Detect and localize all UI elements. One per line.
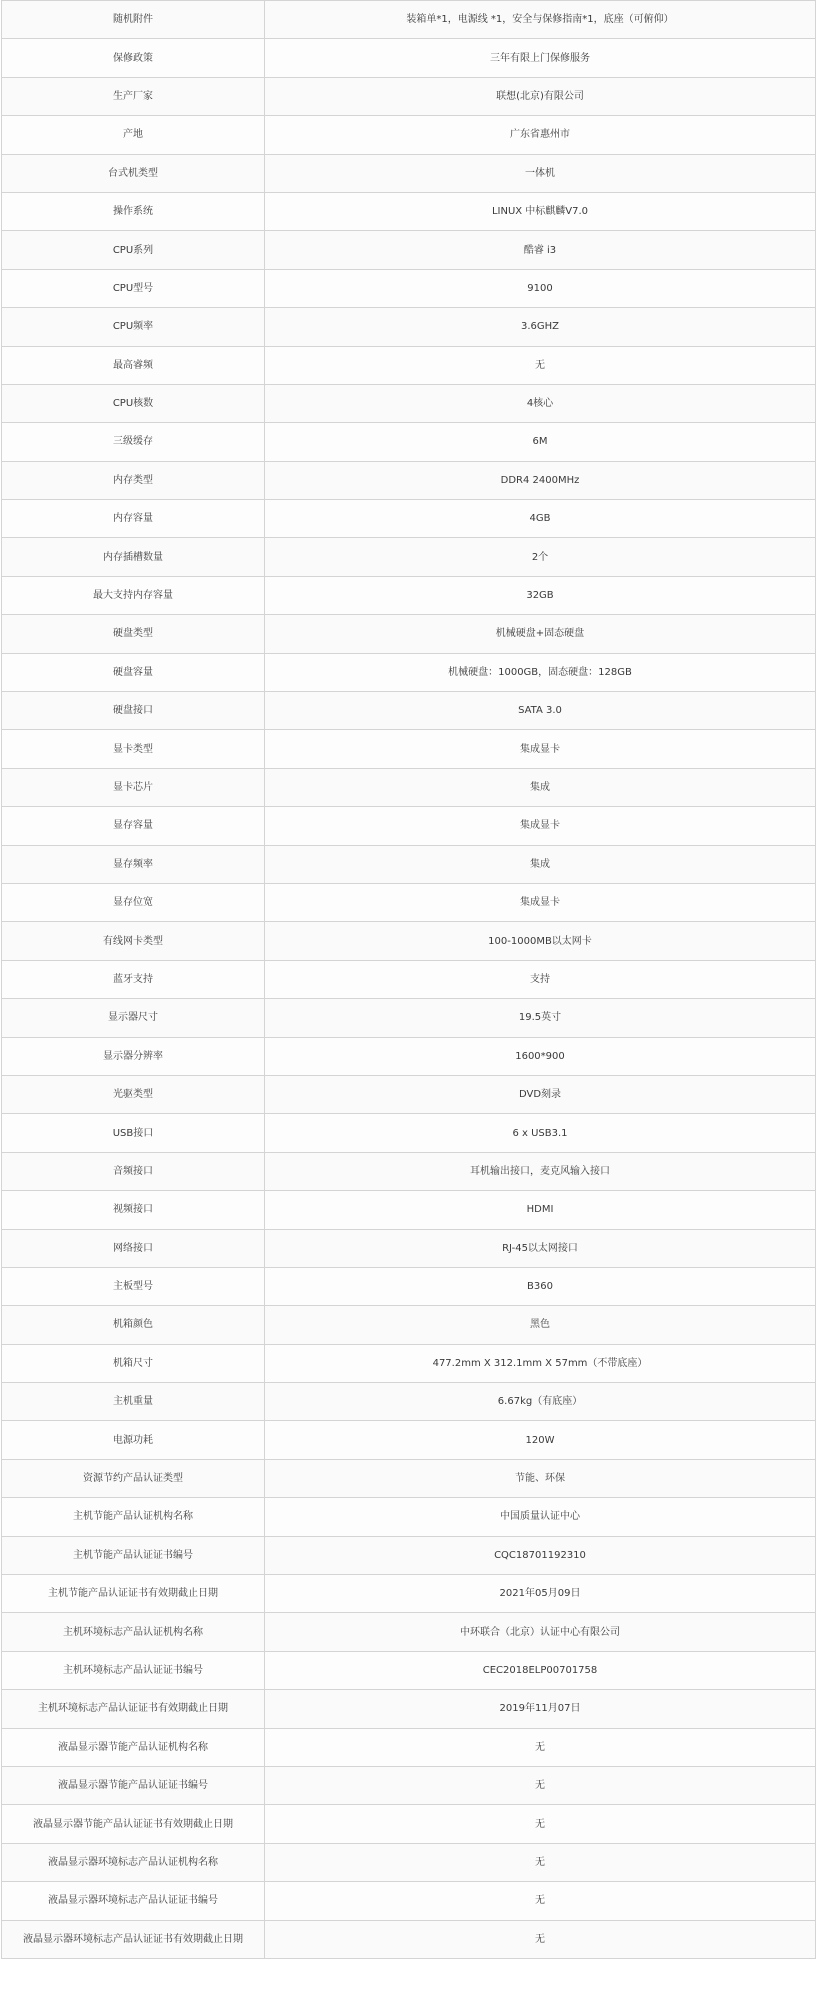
table-row [2, 1229, 816, 1267]
spec-value-cell: 装箱单*1，电源线 *1，安全与保修指南*1，底座（可俯仰） [265, 1, 816, 39]
spec-label-cell: 资源节约产品认证类型 [2, 1459, 265, 1497]
spec-label-cell: 产地 [2, 116, 265, 154]
spec-label-cell: 显示器尺寸 [2, 999, 265, 1037]
table-row [2, 384, 816, 422]
spec-value-cell: 无 [265, 1766, 816, 1804]
table-row [2, 308, 816, 346]
table-row [2, 883, 816, 921]
spec-value-cell: 120W [265, 1421, 816, 1459]
spec-label-cell: 最大支持内存容量 [2, 576, 265, 614]
spec-label-cell: 液晶显示器环境标志产品认证证书编号 [2, 1882, 265, 1920]
spec-label-cell: 内存容量 [2, 500, 265, 538]
table-row [2, 1344, 816, 1382]
table-row [2, 768, 816, 806]
table-row [2, 1459, 816, 1497]
table-row [2, 1037, 816, 1075]
spec-label-cell: 硬盘接口 [2, 692, 265, 730]
table-row [2, 1805, 816, 1843]
table-row [2, 960, 816, 998]
spec-value-cell: 2个 [265, 538, 816, 576]
table-row [2, 1575, 816, 1613]
spec-label-cell: 显卡芯片 [2, 768, 265, 806]
spec-value-cell: 酷睿 i3 [265, 231, 816, 269]
spec-value-cell: 集成显卡 [265, 730, 816, 768]
spec-value-cell: 3.6GHZ [265, 308, 816, 346]
table-row [2, 1498, 816, 1536]
spec-value-cell: 节能、环保 [265, 1459, 816, 1497]
spec-label-cell: 显存频率 [2, 845, 265, 883]
spec-value-cell: 2019年11月07日 [265, 1690, 816, 1728]
table-row [2, 1766, 816, 1804]
table-row [2, 653, 816, 691]
spec-value-cell: 集成显卡 [265, 807, 816, 845]
table-row [2, 1882, 816, 1920]
table-row [2, 116, 816, 154]
spec-label-cell: 台式机类型 [2, 154, 265, 192]
spec-value-cell: HDMI [265, 1191, 816, 1229]
spec-value-cell: 477.2mm X 312.1mm X 57mm（不带底座） [265, 1344, 816, 1382]
spec-value-cell: SATA 3.0 [265, 692, 816, 730]
spec-value-cell: 支持 [265, 960, 816, 998]
spec-value-cell: 无 [265, 1920, 816, 1958]
table-row [2, 1536, 816, 1574]
spec-label-cell: 生产厂家 [2, 77, 265, 115]
spec-value-cell: CEC2018ELP00701758 [265, 1651, 816, 1689]
table-row [2, 1267, 816, 1305]
spec-value-cell: 1600*900 [265, 1037, 816, 1075]
spec-label-cell: 主机节能产品认证证书有效期截止日期 [2, 1575, 265, 1613]
spec-value-cell: DDR4 2400MHz [265, 461, 816, 499]
spec-value-cell: 机械硬盘+固态硬盘 [265, 615, 816, 653]
spec-label-cell: 显卡类型 [2, 730, 265, 768]
spec-value-cell: 6 x USB3.1 [265, 1114, 816, 1152]
spec-value-cell: 耳机输出接口，麦克风输入接口 [265, 1152, 816, 1190]
spec-value-cell: 无 [265, 1843, 816, 1881]
spec-table [1, 0, 816, 1959]
spec-label-cell: 视频接口 [2, 1191, 265, 1229]
spec-label-cell: 主机环境标志产品认证证书有效期截止日期 [2, 1690, 265, 1728]
spec-label-cell: 显存容量 [2, 807, 265, 845]
spec-value-cell: 100-1000MB以太网卡 [265, 922, 816, 960]
spec-table-body [2, 1, 816, 1959]
table-row [2, 807, 816, 845]
spec-value-cell: 广东省惠州市 [265, 116, 816, 154]
spec-label-cell: 主板型号 [2, 1267, 265, 1305]
spec-value-cell: 机械硬盘：1000GB，固态硬盘：128GB [265, 653, 816, 691]
table-row [2, 1, 816, 39]
table-row [2, 39, 816, 77]
spec-label-cell: 硬盘容量 [2, 653, 265, 691]
spec-value-cell: 4GB [265, 500, 816, 538]
table-row [2, 1421, 816, 1459]
spec-value-cell: 9100 [265, 269, 816, 307]
spec-value-cell: 三年有限上门保修服务 [265, 39, 816, 77]
spec-label-cell: 液晶显示器节能产品认证证书编号 [2, 1766, 265, 1804]
spec-label-cell: 硬盘类型 [2, 615, 265, 653]
spec-label-cell: 最高睿频 [2, 346, 265, 384]
table-row [2, 1383, 816, 1421]
table-row [2, 1690, 816, 1728]
table-row [2, 538, 816, 576]
spec-label-cell: 主机节能产品认证机构名称 [2, 1498, 265, 1536]
spec-value-cell: LINUX 中标麒麟V7.0 [265, 192, 816, 230]
table-row [2, 423, 816, 461]
spec-label-cell: 内存类型 [2, 461, 265, 499]
spec-label-cell: 三级缓存 [2, 423, 265, 461]
table-row [2, 1306, 816, 1344]
spec-label-cell: USB接口 [2, 1114, 265, 1152]
spec-label-cell: CPU核数 [2, 384, 265, 422]
table-row [2, 1191, 816, 1229]
spec-label-cell: 电源功耗 [2, 1421, 265, 1459]
table-row [2, 1152, 816, 1190]
spec-label-cell: 有线网卡类型 [2, 922, 265, 960]
spec-label-cell: 液晶显示器节能产品认证证书有效期截止日期 [2, 1805, 265, 1843]
spec-label-cell: 主机重量 [2, 1383, 265, 1421]
table-row [2, 576, 816, 614]
spec-value-cell: 中国质量认证中心 [265, 1498, 816, 1536]
table-row [2, 500, 816, 538]
spec-label-cell: 网络接口 [2, 1229, 265, 1267]
table-row [2, 922, 816, 960]
spec-label-cell: 机箱颜色 [2, 1306, 265, 1344]
table-row [2, 461, 816, 499]
table-row [2, 231, 816, 269]
table-row [2, 77, 816, 115]
spec-value-cell: 6.67kg（有底座） [265, 1383, 816, 1421]
table-row [2, 269, 816, 307]
spec-label-cell: 主机环境标志产品认证证书编号 [2, 1651, 265, 1689]
spec-label-cell: 主机环境标志产品认证机构名称 [2, 1613, 265, 1651]
table-row [2, 1728, 816, 1766]
spec-label-cell: 操作系统 [2, 192, 265, 230]
table-row [2, 999, 816, 1037]
spec-label-cell: 液晶显示器环境标志产品认证证书有效期截止日期 [2, 1920, 265, 1958]
spec-label-cell: 显存位宽 [2, 883, 265, 921]
spec-label-cell: 随机附件 [2, 1, 265, 39]
table-row [2, 1843, 816, 1881]
spec-value-cell: 无 [265, 1882, 816, 1920]
table-row [2, 1114, 816, 1152]
spec-label-cell: 主机节能产品认证证书编号 [2, 1536, 265, 1574]
table-row [2, 845, 816, 883]
spec-value-cell: CQC18701192310 [265, 1536, 816, 1574]
spec-value-cell: 2021年05月09日 [265, 1575, 816, 1613]
spec-label-cell: 液晶显示器环境标志产品认证机构名称 [2, 1843, 265, 1881]
table-row [2, 346, 816, 384]
spec-label-cell: CPU系列 [2, 231, 265, 269]
spec-label-cell: CPU型号 [2, 269, 265, 307]
spec-value-cell: 一体机 [265, 154, 816, 192]
spec-value-cell: 6M [265, 423, 816, 461]
table-row [2, 615, 816, 653]
table-row [2, 154, 816, 192]
table-row [2, 1920, 816, 1958]
spec-value-cell: 无 [265, 346, 816, 384]
spec-value-cell: RJ-45以太网接口 [265, 1229, 816, 1267]
spec-value-cell: 4核心 [265, 384, 816, 422]
spec-label-cell: 液晶显示器节能产品认证机构名称 [2, 1728, 265, 1766]
table-row [2, 692, 816, 730]
spec-value-cell: 联想(北京)有限公司 [265, 77, 816, 115]
spec-value-cell: 中环联合（北京）认证中心有限公司 [265, 1613, 816, 1651]
spec-value-cell: 黑色 [265, 1306, 816, 1344]
spec-value-cell: DVD刻录 [265, 1075, 816, 1113]
table-row [2, 1075, 816, 1113]
spec-value-cell: 集成 [265, 768, 816, 806]
spec-value-cell: 32GB [265, 576, 816, 614]
spec-value-cell: 19.5英寸 [265, 999, 816, 1037]
table-row [2, 1651, 816, 1689]
spec-value-cell: 无 [265, 1805, 816, 1843]
spec-value-cell: 集成 [265, 845, 816, 883]
table-row [2, 1613, 816, 1651]
spec-value-cell: 无 [265, 1728, 816, 1766]
spec-label-cell: 显示器分辨率 [2, 1037, 265, 1075]
spec-label-cell: 内存插槽数量 [2, 538, 265, 576]
spec-label-cell: 音频接口 [2, 1152, 265, 1190]
spec-value-cell: 集成显卡 [265, 883, 816, 921]
table-row [2, 730, 816, 768]
spec-label-cell: 保修政策 [2, 39, 265, 77]
spec-label-cell: CPU频率 [2, 308, 265, 346]
spec-label-cell: 光驱类型 [2, 1075, 265, 1113]
table-row [2, 192, 816, 230]
spec-label-cell: 机箱尺寸 [2, 1344, 265, 1382]
spec-value-cell: B360 [265, 1267, 816, 1305]
spec-label-cell: 蓝牙支持 [2, 960, 265, 998]
